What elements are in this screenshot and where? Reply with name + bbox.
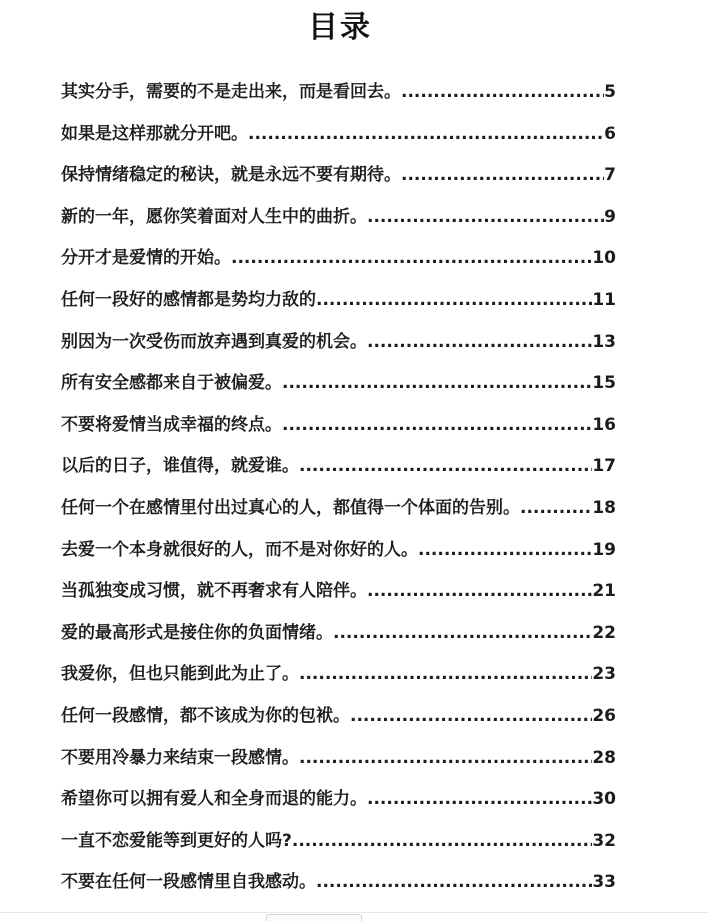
toc-dot-leader xyxy=(282,373,592,393)
page-bottom-divider xyxy=(0,912,708,913)
toc-entry-page-number: 21 xyxy=(592,581,616,602)
toc-entry-page-number: 15 xyxy=(592,373,616,394)
toc-entry-page-number: 18 xyxy=(592,497,616,518)
toc-entry[interactable] xyxy=(61,368,616,410)
toc-entry-page-number: 5 xyxy=(604,82,616,102)
toc-dot-leader xyxy=(401,165,604,185)
toc-dot-leader xyxy=(316,872,592,892)
toc-entry[interactable] xyxy=(61,743,616,785)
toc-entry-page-number: 19 xyxy=(592,539,616,560)
toc-entry-page-number: 17 xyxy=(592,456,616,477)
toc-entry[interactable] xyxy=(61,451,616,493)
toc-dot-leader xyxy=(367,581,592,601)
toc-entry-page-number: 11 xyxy=(592,289,616,310)
toc-entry-title: 保持情绪稳定的秘诀，就是永远不要有期待。 xyxy=(61,165,401,186)
toc-entry-title: 所有安全感都来自于被偏爱。 xyxy=(61,373,282,394)
toc-entry-page-number: 7 xyxy=(604,165,616,186)
toc-dot-leader xyxy=(401,82,604,102)
toc-entry-title: 不要将爱情当成幸福的终点。 xyxy=(61,414,282,435)
toc-entry[interactable] xyxy=(61,327,616,369)
toc-entry-page-number: 30 xyxy=(592,789,616,810)
toc-entry-title: 新的一年，愿你笑着面对人生中的曲折。 xyxy=(61,206,367,227)
toc-entry[interactable] xyxy=(61,826,616,868)
toc-entry-title: 别因为一次受伤而放弃遇到真爱的机会。 xyxy=(61,331,367,352)
toc-entry-title: 以后的日子，谁值得，就爱谁。 xyxy=(61,456,299,477)
toc-entry[interactable] xyxy=(61,119,616,161)
toc-entry[interactable] xyxy=(61,160,616,202)
toc-dot-leader xyxy=(367,207,604,227)
toc-entry-page-number: 6 xyxy=(604,123,616,144)
toc-entry-title: 分开才是爱情的开始。 xyxy=(61,248,231,269)
toc-dot-leader xyxy=(231,248,592,268)
toc-entry[interactable] xyxy=(61,784,616,826)
toc-entry-title: 任何一段好的感情都是势均力敌的 xyxy=(61,289,316,310)
toc-dot-leader xyxy=(520,498,592,518)
toc-entry[interactable] xyxy=(61,659,616,701)
toc-entry-title: 任何一个在感情里付出过真心的人，都值得一个体面的告别。 xyxy=(61,497,520,518)
toc-entry-title: 如果是这样那就分开吧。 xyxy=(61,123,248,144)
toc-entry-title: 不要在任何一段感情里自我感动。 xyxy=(61,872,316,893)
toc-entry[interactable] xyxy=(61,243,616,285)
toc-dot-leader xyxy=(367,789,592,809)
toc-entry[interactable] xyxy=(61,77,616,119)
toc-title: 目录 xyxy=(308,10,372,45)
toc-entry[interactable] xyxy=(61,535,616,577)
toc-entry-title: 当孤独变成习惯，就不再奢求有人陪伴。 xyxy=(61,581,367,602)
toc-entry-page-number: 13 xyxy=(592,331,616,352)
bottom-toolbar-tab[interactable] xyxy=(266,914,362,921)
toc-entry[interactable] xyxy=(61,867,616,909)
toc-entry[interactable] xyxy=(61,493,616,535)
toc-dot-leader xyxy=(299,748,592,768)
toc-dot-leader xyxy=(350,706,592,726)
toc-entry-title: 不要用冷暴力来结束一段感情。 xyxy=(61,747,299,768)
toc-entry-page-number: 32 xyxy=(592,830,616,851)
toc-entry[interactable] xyxy=(61,576,616,618)
toc-entry-page-number: 10 xyxy=(592,248,616,269)
toc-entry-page-number: 26 xyxy=(592,705,616,726)
toc-entry-page-number: 22 xyxy=(592,622,616,643)
toc-entry[interactable] xyxy=(61,285,616,327)
toc-entry-page-number: 28 xyxy=(592,747,616,768)
toc-entry-title: 其实分手，需要的不是走出来，而是看回去。 xyxy=(61,82,401,102)
toc-dot-leader xyxy=(248,124,604,144)
toc-dot-leader xyxy=(282,415,592,435)
toc-dot-leader xyxy=(316,290,592,310)
toc-entry-title: 爱的最高形式是接住你的负面情绪。 xyxy=(61,622,333,643)
toc-entry-title: 希望你可以拥有爱人和全身而退的能力。 xyxy=(61,789,367,810)
toc-entry[interactable] xyxy=(61,618,616,660)
toc-entry-title: 我爱你，但也只能到此为止了。 xyxy=(61,664,299,685)
toc-entry[interactable] xyxy=(61,410,616,452)
toc-entry-page-number: 23 xyxy=(592,664,616,685)
toc-dot-leader xyxy=(367,332,592,352)
toc-entry-page-number: 33 xyxy=(592,872,616,893)
toc-entry-title: 一直不恋爱能等到更好的人吗? xyxy=(61,830,292,851)
toc-entry[interactable] xyxy=(61,202,616,244)
toc-entry-page-number: 9 xyxy=(604,206,616,227)
toc-entry-title: 任何一段感情，都不该成为你的包袱。 xyxy=(61,705,350,726)
toc-dot-leader xyxy=(418,540,592,560)
toc-entry[interactable] xyxy=(61,701,616,743)
toc-dot-leader xyxy=(333,623,592,643)
toc-dot-leader xyxy=(292,831,592,851)
toc-dot-leader xyxy=(299,664,592,684)
toc-entry-title: 去爱一个本身就很好的人，而不是对你好的人。 xyxy=(61,539,418,560)
toc-entry-page-number: 16 xyxy=(592,414,616,435)
toc-list xyxy=(61,77,616,909)
toc-dot-leader xyxy=(299,456,592,476)
